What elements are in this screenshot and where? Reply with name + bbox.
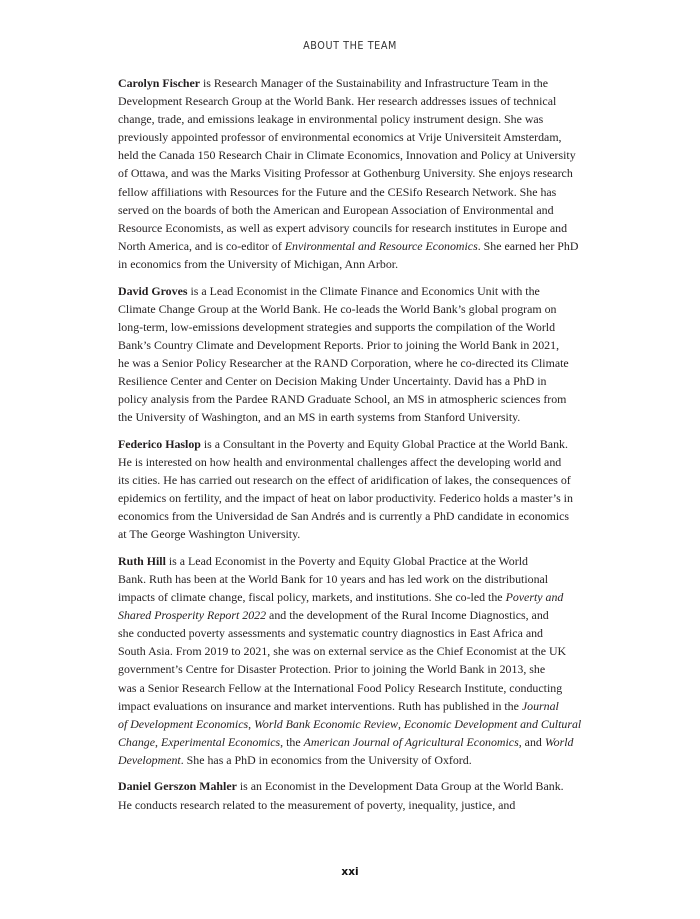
bio-text: is Research Manager of the Sustainability and Infrastructure Team in the: [200, 76, 548, 90]
bio-line: [118, 642, 584, 660]
bio-text: and the development of the Rural Income Diagnostics, and: [266, 608, 549, 623]
bio-text: is a Consultant in the Poverty and Equity Global Practice at the World Bank.: [200, 436, 568, 451]
bio-line: [118, 588, 584, 606]
bio-text: South Asia. From 2019 to 2021, she was on external service as the Chief Economist at the UK: [118, 644, 567, 659]
bio-line: [118, 733, 584, 751]
bio-line: [118, 525, 584, 543]
bio-line: [118, 318, 584, 336]
bio-text: He conducts research related to the measurement of poverty, inequality, justice, and: [118, 797, 516, 812]
bio-text: ,: [397, 716, 404, 731]
person-name: Carolyn Fischer: [118, 76, 201, 90]
bio-text: Resilience Center and Center on Decision Making Under Uncertainty. David has a PhD in: [118, 374, 547, 388]
bio-line: [118, 237, 584, 255]
bio-line: [118, 489, 584, 507]
bio-line: [118, 660, 584, 678]
bio-line: [118, 751, 584, 769]
bio-text: epidemics on fertility, and the impact of heat on labor productivity. Federico holds a master’s in: [118, 491, 573, 506]
bio-text: its cities. He has carried out research on the effect of aridification of lakes, the consequences of: [118, 472, 571, 487]
bio-line: [118, 282, 584, 300]
bio-text: is a Lead Economist in the Climate Finance and Economics Unit with the: [187, 283, 540, 298]
bio-paragraph: [118, 282, 584, 427]
bio-line: [118, 146, 584, 164]
person-name: Ruth Hill: [118, 553, 166, 568]
bio-line: [118, 552, 584, 570]
bio-line: [118, 679, 584, 697]
bio-text: Resource Economists, as well as expert advisory councils for research institutes in Europe and: [118, 220, 568, 235]
person-name: David Groves: [118, 283, 188, 298]
bio-text: He is interested on how health and environmental challenges affect the developing world and: [118, 454, 562, 469]
bio-line: [118, 606, 584, 624]
bio-line: [118, 164, 584, 182]
bio-text: Climate Change Group at the World Bank. He co-leads the World Bank’s global program on: [118, 301, 557, 316]
bio-line: [118, 624, 584, 642]
bio-line: [118, 507, 584, 525]
bio-line: [118, 796, 584, 814]
bio-line: [118, 390, 584, 408]
bio-text: . She has a PhD in economics from the University of Oxford.: [180, 752, 472, 767]
bio-line: [118, 336, 584, 354]
bio-line: [118, 201, 584, 219]
bio-line: [118, 471, 584, 489]
bio-line: [118, 300, 584, 318]
italic-title: Experimental Economics: [160, 734, 281, 749]
bio-text: is an Economist in the Development Data Group at the World Bank.: [236, 779, 564, 794]
bio-list: [118, 74, 584, 822]
bio-paragraph: [118, 435, 584, 544]
bio-text: Bank’s Country Climate and Development Reports. Prior to joining the World Bank in 2021,: [118, 337, 560, 352]
bio-paragraph: [118, 777, 584, 813]
bio-text: North America, and is co-editor of: [118, 238, 285, 253]
bio-line: [118, 183, 584, 201]
bio-text: change, trade, and emissions leakage in environmental policy instrument design. She was: [118, 112, 544, 127]
bio-line: [118, 92, 584, 110]
bio-text: ,: [155, 734, 161, 749]
bio-line: [118, 372, 584, 390]
bio-text: served on the boards of both the American and European Association of Environmental and: [118, 202, 554, 217]
bio-text: Development Research Group at the World Bank. Her research addresses issues of technical: [118, 94, 557, 109]
bio-text: he was a Senior Policy Researcher at the RAND Corporation, where he co-directed its Climate: [118, 355, 569, 370]
bio-line: [118, 715, 584, 733]
italic-title: Change: [118, 734, 155, 749]
bio-line: [118, 255, 584, 273]
italic-title: Shared Prosperity Report 2022: [118, 608, 267, 623]
italic-title: World Bank Economic Review: [254, 716, 398, 731]
bio-text: long-term, low-emissions development strategies and supports the compilation of the World: [118, 319, 556, 334]
bio-paragraph: [118, 552, 584, 769]
bio-text: economics from the Universidad de San Andrés and is currently a PhD candidate in economics: [118, 509, 570, 524]
bio-line: [118, 219, 584, 237]
bio-text: Bank. Ruth has been at the World Bank for 10 years and has led work on the distributional: [118, 571, 549, 586]
bio-text: in economics from the University of Michigan, Ann Arbor.: [118, 256, 399, 271]
bio-text: held the Canada 150 Research Chair in Climate Economics, Innovation and Policy at University: [118, 148, 576, 163]
bio-text: fellow affiliations with Resources for the Future and the CESifo Research Network. She has: [118, 184, 557, 199]
italic-title: American Journal of Agricultural Economics: [303, 734, 519, 749]
bio-line: [118, 435, 584, 453]
bio-text: impacts of climate change, fiscal policy, markets, and institutions. She co-led the: [118, 590, 506, 605]
italic-title: Economic Development and Cultural: [403, 716, 582, 731]
bio-text: of Ottawa, and was the Marks Visiting Professor at Gothenburg University. She enjoys research: [118, 166, 573, 181]
page-number: xxi: [341, 866, 359, 878]
bio-line: [118, 128, 584, 146]
italic-title: Development: [118, 752, 181, 767]
running-head: ABOUT THE TEAM: [303, 40, 397, 52]
bio-line: [118, 453, 584, 471]
italic-title: Journal: [521, 698, 559, 713]
person-name: Federico Haslop: [118, 436, 201, 451]
bio-text: she conducted poverty assessments and systematic country diagnostics in East Africa and: [118, 626, 543, 641]
bio-text: ,: [248, 716, 255, 731]
bio-text: government’s Centre for Disaster Protection. Prior to joining the World Bank in 2013, she: [118, 662, 546, 677]
bio-text: was a Senior Research Fellow at the International Food Policy Research Institute, conducting: [118, 680, 563, 695]
bio-text: the University of Washington, and an MS in earth systems from Stanford University.: [118, 410, 521, 425]
italic-title: World: [544, 734, 574, 749]
bio-text: . She earned her PhD: [477, 238, 579, 253]
bio-text: is a Lead Economist in the Poverty and Equity Global Practice at the World: [165, 553, 528, 568]
bio-text: , the: [280, 734, 304, 749]
bio-text: impact evaluations on insurance and market interventions. Ruth has published in the: [118, 698, 522, 713]
italic-title: Poverty and: [505, 590, 564, 605]
bio-line: [118, 110, 584, 128]
bio-text: previously appointed professor of environmental economics at Vrije Universiteit Amsterdam,: [118, 130, 562, 145]
bio-line: [118, 570, 584, 588]
bio-line: [118, 354, 584, 372]
person-name: Daniel Gerszon Mahler: [118, 779, 237, 794]
bio-line: [118, 777, 584, 795]
bio-text: policy analysis from the Pardee RAND Graduate School, an MS in atmospheric sciences from: [118, 392, 567, 407]
bio-line: [118, 697, 584, 715]
bio-paragraph: [118, 74, 584, 273]
italic-title: of Development Economics: [118, 716, 249, 731]
bio-line: [118, 74, 584, 92]
bio-text: at The George Washington University.: [118, 527, 301, 542]
bio-text: , and: [518, 734, 545, 749]
bio-line: [118, 408, 584, 426]
italic-title: Environmental and Resource Economics: [284, 238, 478, 253]
